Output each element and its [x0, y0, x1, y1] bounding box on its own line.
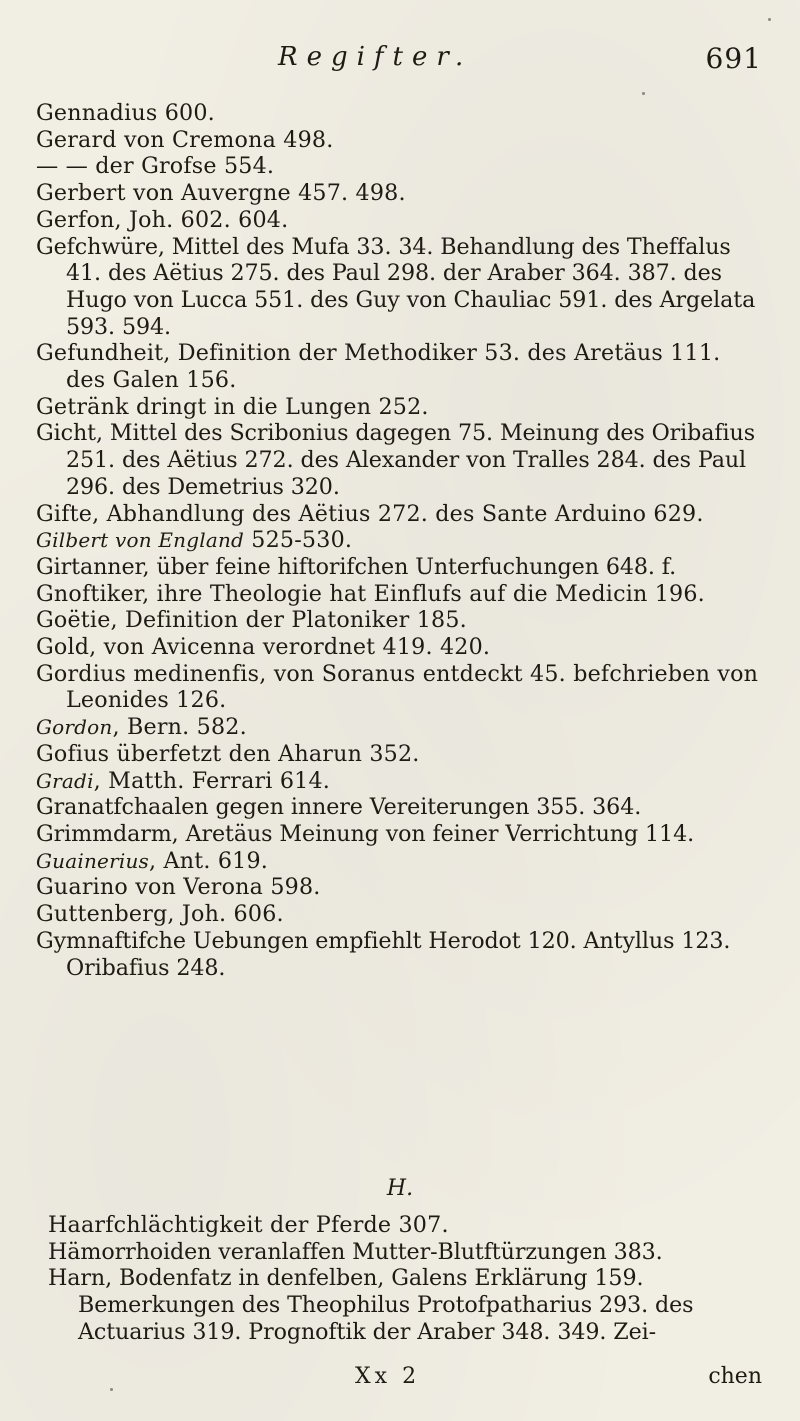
entry-pages: , Bern. 582. [112, 714, 247, 741]
index-entry: Harn, Bodenfatz in denfelben, Galens Erklärung 159. Bemerkungen des Theophilus Protofpatharius 293. des Actuarius 319. Prognoftik der Araber 348. 349. Zei- [48, 1265, 694, 1345]
register-entries [36, 100, 762, 981]
index-entry: Gicht, Mittel des Scribonius dagegen 75. Meinung des Oribafius 251. des Aëtius 272. des Alexander von Tralles 284. des Paul 296. des Demetrius 320. [36, 420, 755, 500]
index-entry: Guarino von Verona 598. [36, 874, 321, 901]
index-entry: Gifte, Abhandlung des Aëtius 272. des Sante Arduino 629. [36, 500, 704, 527]
index-entry: Goëtie, Definition der Platoniker 185. [36, 607, 467, 634]
index-entry: Girtanner, über feine hiftorifchen Unterfuchungen 648. f. [36, 553, 677, 580]
index-entry: Gefchwüre, Mittel des Mufa 33. 34. Behandlung des Theffalus 41. des Aëtius 275. des Paul 298. der Araber 364. 387. des Hugo von Lucca 551. des Guy von Chauliac 591. des Argelata 593. 594. [36, 233, 756, 340]
index-entry: Guttenberg, Joh. 606. [36, 901, 284, 928]
index-entry: Gymnaftifche Uebungen empfiehlt Herodot 120. Antyllus 123. Oribafius 248. [36, 927, 731, 981]
entry-pages: , Ant. 619. [149, 847, 269, 874]
index-entry: Gofius überfetzt den Aharun 352. [36, 740, 420, 767]
page-footer [0, 1364, 800, 1394]
index-entry: Grimmdarm, Aretäus Meinung von feiner Verrichtung 114. [36, 820, 695, 847]
entry-pages: 525-530. [244, 527, 353, 554]
index-entry: Granatfchaalen gegen innere Vereiterungen 355. 364. [36, 794, 642, 821]
entry-name-italic: Gordon [36, 715, 113, 740]
index-entry: Gefundheit, Definition der Methodiker 53. des Aretäus 111. des Galen 156. [36, 340, 721, 394]
index-entry: Gnoftiker, ihre Theologie hat Einflufs auf die Medicin 196. [36, 580, 705, 607]
index-entry: Hämorrhoiden veranlaffen Mutter-Blutftürzungen 383. [48, 1238, 663, 1265]
index-entry [36, 848, 762, 875]
paper-speck [110, 1388, 113, 1391]
index-entry [36, 768, 762, 795]
running-title: Regifter. [278, 42, 473, 72]
index-entry [36, 527, 762, 554]
index-entry: Gerard von Cremona 498. [36, 126, 334, 153]
paper-speck [642, 92, 645, 95]
entry-name-italic: Gradi [36, 768, 94, 793]
index-entry: Gerbert von Auvergne 457. 498. [36, 180, 406, 207]
index-entry: Gold, von Avicenna verordnet 419. 420. [36, 634, 491, 661]
paper-speck [768, 18, 771, 21]
index-entry: Haarfchlächtigkeit der Pferde 307. [48, 1212, 449, 1238]
entry-pages: , Matth. Ferrari 614. [93, 767, 331, 794]
signature-mark: Xx 2 [355, 1364, 421, 1389]
entry-name-italic: Guainerius [36, 848, 149, 873]
catchword: chen [708, 1364, 762, 1389]
index-entry: Getränk dringt in die Lungen 252. [36, 393, 429, 420]
index-entry: — — der Grofse 554. [36, 153, 275, 180]
index-entry: Gerfon, Joh. 602. 604. [36, 206, 289, 233]
section-letter-heading: H. [386, 1176, 414, 1201]
entry-name-italic: Gilbert von England [36, 528, 245, 553]
index-entry: Gordius medinenfis, von Soranus entdeckt 45. befchrieben von Leonides 126. [36, 660, 759, 714]
index-entry [36, 714, 762, 741]
index-entry: Gennadius 600. [36, 100, 215, 126]
register-entries-h [48, 1212, 764, 1346]
page-header [0, 38, 800, 88]
page-number: 691 [705, 42, 762, 75]
